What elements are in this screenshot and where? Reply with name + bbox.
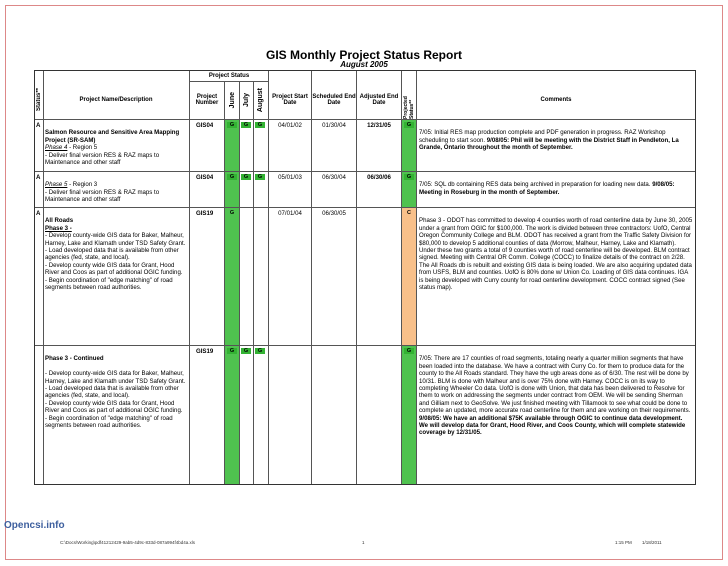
june-header: June [228,91,236,109]
projected-status: G [404,174,414,180]
grid-line [35,119,695,120]
june-status: G [229,210,235,216]
status-header: Status** [36,88,42,112]
grid-line [311,71,312,484]
row-region: - Region 3 [67,181,98,189]
row-project-name: All Roads [45,217,74,225]
row-description [45,348,188,482]
row-scheduled-end: 01/30/04 [322,122,346,129]
projected-status: G [404,348,414,354]
row-description [45,174,188,206]
projected-status: C [407,210,411,216]
report-title: GIS Monthly Project Status Report [265,48,463,62]
row-detail: - Deliver final version RES & RAZ maps to Maintenance and other staff [45,188,160,204]
row-project-number: GIS04 [196,122,214,129]
row-description [45,122,188,170]
july-status: G [241,174,251,180]
footer-page-number: 1 [362,540,365,545]
july-header: July [243,92,250,107]
grid-line [43,71,44,484]
projected-status: G [404,122,414,128]
row-detail: - Develop county-wide GIS data for Baker, Malheur, Harney, Lake and Klamath under TSD Safety Grant. - Load developed data that is available from other agencies (fed, state, and local). - Develop county wide GIS data for Grant, Hood River and Coos as part of additional OGIC funding. - Begin coordination of "edge matching" of road segments between road authorities. [45,232,186,292]
row-start-date: 04/01/02 [278,122,302,129]
projected-column-fill [402,120,416,208]
grid-line [268,71,269,484]
row-phase: Phase 3 - [45,224,72,232]
row-project-number: GIS19 [196,210,214,217]
comments-header: Comments [540,97,572,103]
row-start-date: 05/01/03 [278,174,302,181]
row-comments: 7/05: SQL db containing RES data being archived in preparation for loading new data. 9/08/05: Meeting in Roseburg in the month of September. [419,181,675,196]
row-status: A [36,210,41,217]
report-subtitle: August 2005 [340,60,388,69]
row-start-date: 07/01/04 [278,210,302,217]
footer-time: 1:15 PM [615,540,632,545]
row-status: A [36,174,41,181]
grid-line [239,81,240,484]
footer-date: 1/18/2011 [642,540,662,545]
watermark: Opencsi.info [4,520,65,531]
row-comments: 7/05: Initial RES map production complete and PDF generation in progress. RAZ Workshop scheduling to start soon. 9/08/05: Phil will be meeting with the District Staff in Pendleton, La Grande, Ontario throughout the month of September. [419,129,679,152]
project-number-header: Project Number [195,94,219,106]
july-status: G [241,348,251,354]
projected-column-caution [402,208,416,346]
row-project-name: Salmon Resource and Sensitive Area Mapping Project (SR-SAM) [45,129,180,144]
june-status: G [227,174,237,180]
august-status: G [255,174,265,180]
grid-line [356,71,357,484]
row-status: A [36,122,41,129]
grid-line [190,81,268,82]
grid-line [35,171,695,172]
august-status: G [255,122,265,128]
row-scheduled-end: 06/30/04 [322,174,346,181]
grid-line [35,345,695,346]
row-comments: Phase 3 - ODOT has committed to develop 4 counties worth of road centerline data by June 30, 2005 under a grant from OGIC for $100,000. The work is divided between three contractors: UofO, Central Oregon Community College and BLM. ODOT has received a grant from the Traffic Safety Division for $80,000 to develop 5 additional counties of data (Morrow, Malheur, Harney, Lake and Klamath). Under these two grants a total of 9 counties worth of road centerline will be developed. BLM contract signed. Meeting with Central OR Comm. College (COCC) to finalize details of the contract on 2/28. The All Roads db is rebuilt and existing GIS data is being loaded. We are also acquiring updated data from USFS, BLM and counties. UofO is 80% done w/ Union Co. Loading of GIS data continues. IGA is being developed with Curry county for road centerline development. COCC contract signed (See status map). [419,217,693,292]
june-status: G [227,348,237,354]
row-project-number: GIS04 [196,174,214,181]
grid-line [253,81,254,484]
footer-file-path: C:\Docs\Working\pdf41212429-9ab5-4d9c-833d-087a994f4bd4a.xls [60,540,196,545]
august-status: G [255,348,265,354]
row-scheduled-end: 06/30/05 [322,210,346,217]
row-detail: - Deliver final version RES & RAZ maps to Maintenance and other staff [45,151,160,167]
grid-line [224,81,225,484]
grid-line [401,71,402,484]
scheduled-end-header: Scheduled End Date [312,94,356,106]
row-adjusted-end: 06/30/06 [367,174,391,181]
grid-line [189,71,190,484]
row-region: - Region 5 [67,144,98,152]
row-adjusted-end: 12/31/05 [367,122,391,129]
grid-line [35,207,695,208]
row-comments: 7/05: There are 17 counties of road segments, totaling nearly a quarter million segments that have been loaded into the database. We have a contract with Curry Co. for them to produce data for the county to the All Roads standard. They have the ugb areas done as of 6/30. The rest will be done by 10/31. BLM is done with Malheur and is over 75% done with Harney. COCC is on its way to completing Wheeler Co data. UofO is done with Union, that data has been delivered to Resolve for them to work on addressing the segments under contract from OEM. We will be sending Sherman and Gilliam next to GeoSolve. We just finished meeting with Tillamook to see what could be done to complete an updated, more accurate road centerline for them and are working on their requirements. 9/08/05: We have an additional $75K available through OGIC to continue data development. We will develop data for Grant, Hood River, and Coos County, which will complete statewide coverage by 12/31/05. [419,355,691,437]
projected-column-fill-2 [402,346,416,484]
august-header: August [257,87,264,113]
project-status-group-header: Project Status [208,73,250,79]
row-phase: Phase 5 [45,181,68,189]
june-status: G [227,122,237,128]
row-detail: - Develop county-wide GIS data for Baker, Malheur, Harney, Lake and Klamath under TSD Safety Grant. - Load developed data that is available from other agencies (fed, state, and local). - Develop county wide GIS data for Grant, Hood River and Coos as part of additional OGIC funding. - Begin coordination of "edge matching" of road segments between road authorities. [45,370,186,430]
adjusted-end-header: Adjusted End Date [359,94,399,106]
grid-line [416,71,417,484]
row-phase: Phase 4 [45,144,68,152]
start-date-header: Project Start Date [272,94,308,106]
project-name-header: Project Name/Description [79,97,153,103]
projected-status-header: Projected Status** [403,96,415,119]
july-status: G [241,122,251,128]
row-project-name: Phase 3 - Continued [45,355,104,363]
row-description [45,210,188,344]
row-project-number: GIS19 [196,348,214,355]
